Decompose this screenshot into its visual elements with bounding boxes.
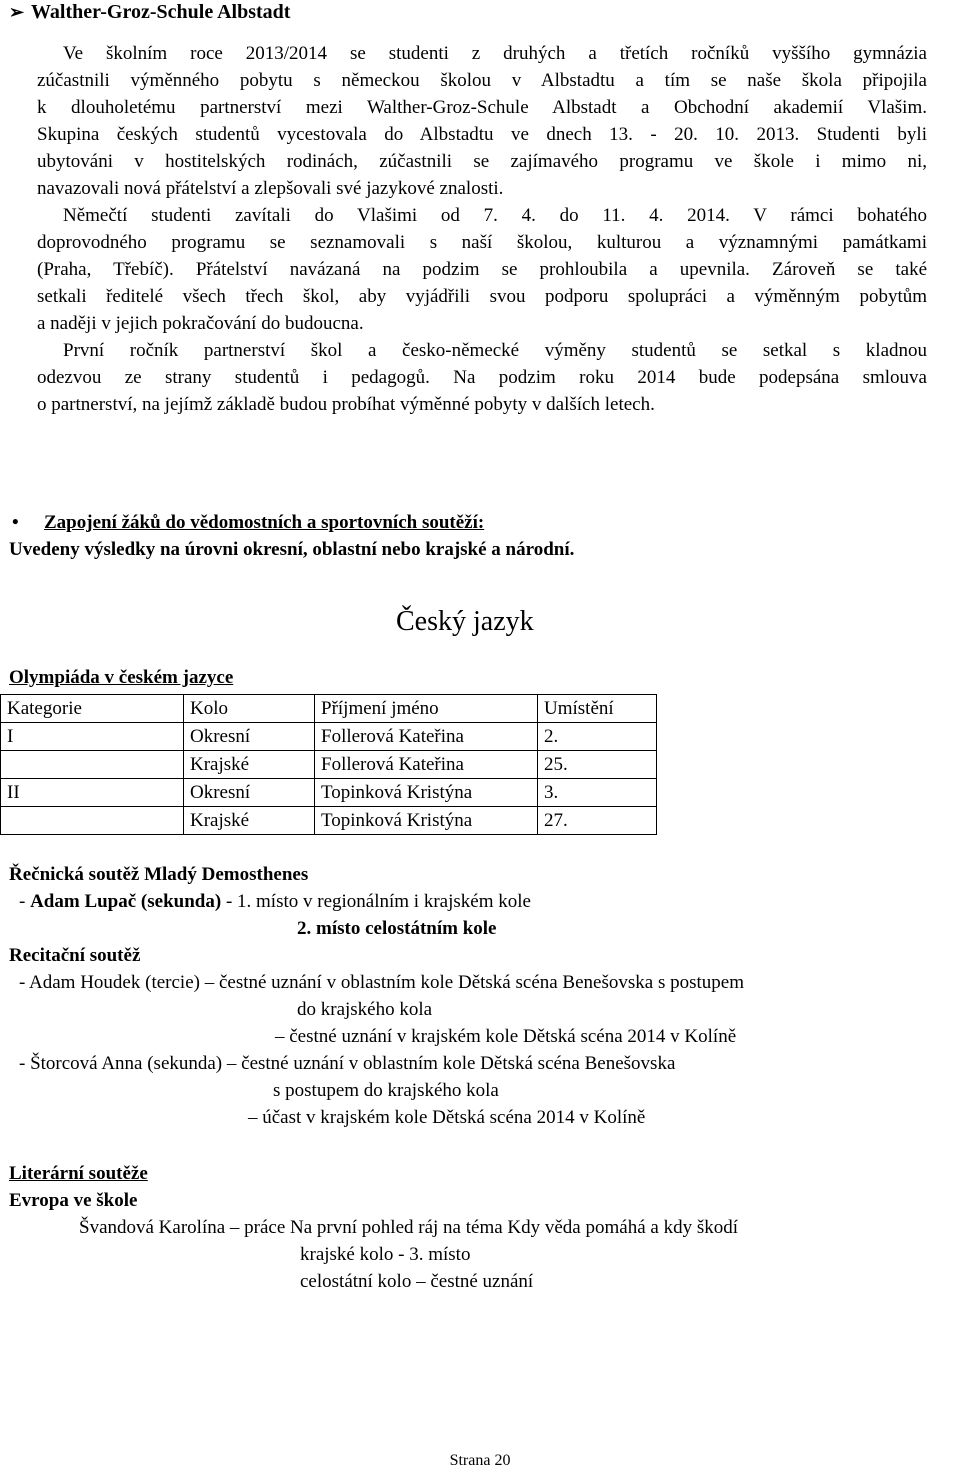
table-cell: Krajské	[184, 751, 315, 779]
table-cell	[1, 751, 184, 779]
paragraph-line: navazovali nová přátelství a zlepšovali své jazykové znalosti.	[37, 178, 504, 199]
paragraph-line: setkali ředitelé všech třech škol, aby vyjádřili svou podporu spolupráci a výměnným pobytům	[37, 286, 927, 307]
paragraph-line: (Praha, Třebíč). Přátelství navázaná na podzim se prohloubila a upevnila. Zároveň se také	[37, 259, 927, 280]
table-cell: Okresní	[184, 723, 315, 751]
section-heading	[9, 1, 290, 24]
paragraph-line: a naději v jejich pokračování do budoucna.	[37, 313, 364, 334]
rhetoric-dash: -	[19, 891, 31, 912]
subject-title: Český jazyk	[396, 606, 534, 637]
table-cell: 25.	[538, 751, 657, 779]
table-row	[1, 723, 657, 751]
table-cell	[1, 807, 184, 835]
competitions-heading: Zapojení žáků do vědomostních a sportovních soutěží:	[44, 512, 485, 533]
column-header: Příjmení jméno	[315, 695, 538, 723]
table-cell: I	[1, 723, 184, 751]
table-cell: II	[1, 779, 184, 807]
page-number: Strana 20	[449, 1452, 511, 1469]
table-cell: Okresní	[184, 779, 315, 807]
bullet-icon: •	[12, 512, 19, 533]
paragraph-line: k dlouholetému partnerství mezi Walther-Groz-Schule Albstadt a Obchodní akademií Vlašim.	[37, 97, 927, 118]
recitation-line: – účast v krajském kole Dětská scéna 2014 v Kolíně	[248, 1107, 646, 1128]
table-cell: Follerová Kateřina	[315, 723, 538, 751]
paragraph-line: Skupina českých studentů vycestovala do Albstadtu ve dnech 13. - 20. 10. 2013. Studenti byli	[37, 124, 927, 145]
column-header: Kolo	[184, 695, 315, 723]
paragraph-line: Ve školním roce 2013/2014 se studenti z druhých a třetích ročníků vyššího gymnázia	[63, 43, 927, 64]
olympiad-title: Olympiáda v českém jazyce	[9, 667, 234, 688]
literary-title: Literární soutěže	[9, 1163, 148, 1184]
recitation-title: Recitační soutěž	[9, 945, 141, 966]
table-cell: 27.	[538, 807, 657, 835]
rhetoric-line-1	[19, 891, 531, 913]
table-cell: Follerová Kateřina	[315, 751, 538, 779]
table-row	[1, 807, 657, 835]
paragraph-line: doprovodného programu se seznamovali s naší školou, kulturou a významnými památkami	[37, 232, 927, 253]
arrow-bullet-icon: ➢	[9, 2, 25, 22]
table-cell: Krajské	[184, 807, 315, 835]
column-header: Kategorie	[1, 695, 184, 723]
column-header: Umístění	[538, 695, 657, 723]
rhetoric-result: - 1. místo v regionálním i krajském kole	[221, 891, 531, 912]
table-cell: 3.	[538, 779, 657, 807]
literary-line: celostátní kolo – čestné uznání	[300, 1271, 534, 1292]
paragraph-line: ubytováni v hostitelských rodinách, zúčastnili se zajímavého programu ve škole i mimo ni,	[37, 151, 927, 172]
recitation-line: do krajského kola	[297, 999, 433, 1020]
recitation-line: – čestné uznání v krajském kole Dětská scéna 2014 v Kolíně	[275, 1026, 737, 1047]
literary-subtitle: Evropa ve škole	[9, 1190, 138, 1211]
olympiad-results-table	[0, 694, 657, 835]
table-row	[1, 751, 657, 779]
rhetoric-line-2: 2. místo celostátním kole	[297, 918, 497, 939]
competitions-subheading: Uvedeny výsledky na úrovni okresní, oblastní nebo krajské a národní.	[9, 539, 575, 560]
recitation-line: - Štorcová Anna (sekunda) – čestné uznání v oblastním kole Dětská scéna Benešovska	[19, 1053, 676, 1074]
recitation-line: s postupem do krajského kola	[273, 1080, 499, 1101]
paragraph-line: zúčastnili výměnného pobytu s německou školou v Albstadtu a tím se naše škola připojila	[37, 70, 927, 91]
rhetoric-title: Řečnická soutěž Mladý Demosthenes	[9, 864, 309, 885]
literary-line: krajské kolo - 3. místo	[300, 1244, 471, 1265]
paragraph-line: odezvou ze strany studentů i pedagogů. Na podzim roku 2014 bude podepsána smlouva	[37, 367, 927, 388]
recitation-line: - Adam Houdek (tercie) – čestné uznání v oblastním kole Dětská scéna Benešovska s postupem	[19, 972, 744, 993]
table-cell: Topinková Kristýna	[315, 807, 538, 835]
table-row	[1, 779, 657, 807]
table-cell: 2.	[538, 723, 657, 751]
rhetoric-student: Adam Lupač (sekunda)	[30, 891, 222, 912]
paragraph-line: První ročník partnerství škol a česko-německé výměny studentů se setkal s kladnou	[63, 340, 927, 361]
table-cell: Topinková Kristýna	[315, 779, 538, 807]
paragraph-line: Němečtí studenti zavítali do Vlašimi od 7. 4. do 11. 4. 2014. V rámci bohatého	[63, 205, 927, 226]
literary-line: Švandová Karolína – práce Na první pohled ráj na téma Kdy věda pomáhá a kdy škodí	[79, 1217, 738, 1238]
paragraph-line: o partnerství, na jejímž základě budou probíhat výměnné pobyty v dalších letech.	[37, 394, 655, 415]
section-title: Walther-Groz-Schule Albstadt	[31, 1, 291, 23]
table-header-row	[1, 695, 657, 723]
